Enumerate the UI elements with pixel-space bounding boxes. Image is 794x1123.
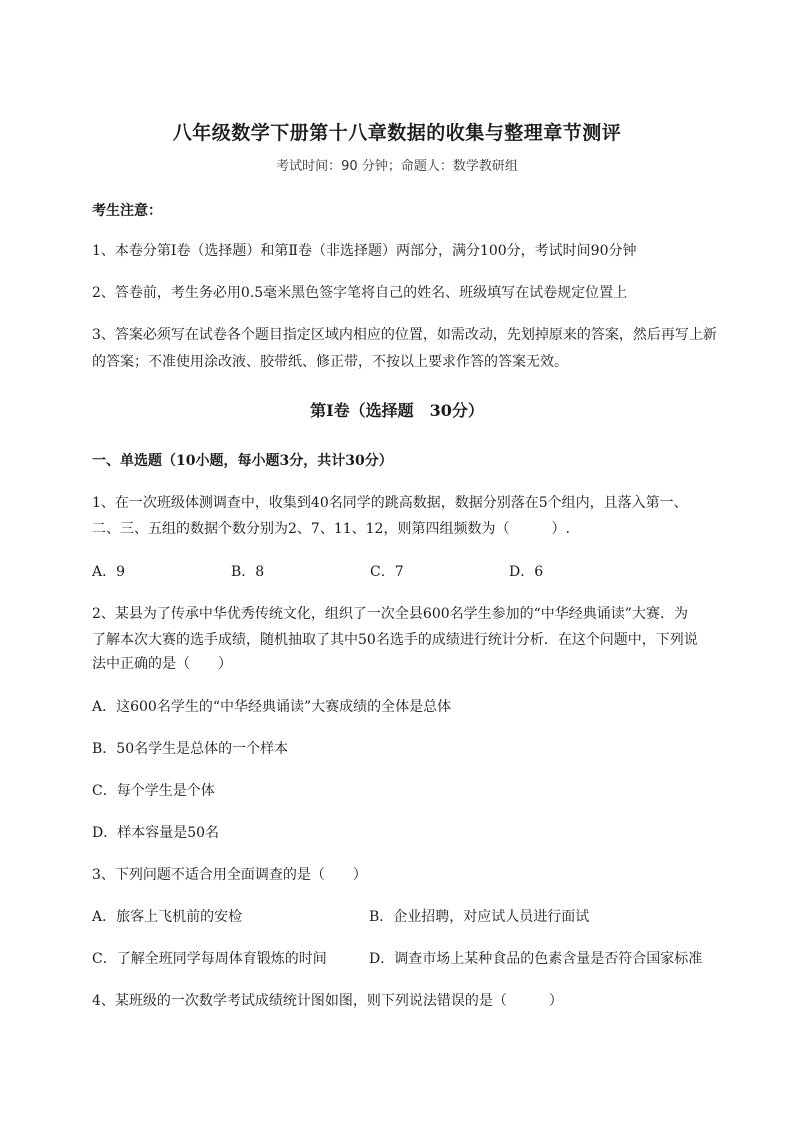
notice-heading: 考生注意： [92, 203, 162, 219]
notice-item-3-line-2: 的答案；不准使用涂改液、胶带纸、修正带，不按以上要求作答的答案无效。 [92, 354, 568, 370]
q2-option-d: D．样本容量是50名 [92, 825, 220, 841]
q2-line-1: 2、某县为了传承中华优秀传统文化，组织了一次全县600名学生参加的“中华经典诵读”大赛．为 [92, 606, 688, 622]
exam-subtitle: 考试时间：90 分钟；命题人：数学教研组 [276, 159, 518, 174]
q3-line-1: 3、下列问题不适合用全面调查的是（ ） [92, 867, 367, 883]
q1-option-c: C．7 [370, 564, 404, 580]
q3-option-a: A．旅客上飞机前的安检 [92, 909, 243, 925]
notice-item-2: 2、答卷前，考生务必用0.5毫米黑色签字笔将自己的姓名、班级填写在试卷规定位置上 [92, 285, 628, 301]
q2-option-a: A．这600名学生的“中华经典诵读”大赛成绩的全体是总体 [92, 699, 452, 715]
section-title: 第Ⅰ卷（选择题 30分） [310, 401, 484, 420]
q1-option-d: D．6 [509, 564, 544, 580]
notice-item-3-line-1: 3、答案必须写在试卷各个题目指定区域内相应的位置，如需改动，先划掉原来的答案，然后再写上新 [92, 327, 717, 343]
q1-option-a: A．9 [92, 564, 126, 580]
notice-item-1: 1、本卷分第Ⅰ卷（选择题）和第Ⅱ卷（非选择题）两部分，满分100分，考试时间90分钟 [92, 243, 637, 259]
q2-line-3: 法中正确的是（ ） [92, 656, 232, 672]
q2-line-2: 了解本次大赛的选手成绩，随机抽取了其中50名选手的成绩进行统计分析．在这个问题中，下列说 [92, 632, 698, 648]
q1-line-2: 二、三、五组的数据个数分别为2、7、11、12，则第四组频数为（ ）. [92, 521, 570, 537]
q1-line-1: 1、在一次班级体测调查中，收集到40名同学的跳高数据，数据分别落在5个组内，且落入第一、 [92, 495, 688, 511]
q3-option-c: C．了解全班同学每周体育锻炼的时间 [92, 951, 327, 967]
q2-option-b: B．50名学生是总体的一个样本 [92, 741, 289, 757]
q3-option-d: D．调查市场上某种食品的色素含量是否符合国家标准 [369, 951, 703, 967]
q1-option-b: B．8 [231, 564, 265, 580]
exam-title: 八年级数学下册第十八章数据的收集与整理章节测评 [172, 122, 622, 144]
q2-option-c: C．每个学生是个体 [92, 783, 215, 799]
q3-option-b: B．企业招聘，对应试人员进行面试 [369, 909, 590, 925]
part-title: 一、单选题（10小题，每小题3分，共计30分） [92, 453, 393, 469]
q4-line-1: 4、某班级的一次数学考试成绩统计图如图，则下列说法错误的是（ ） [92, 993, 563, 1009]
